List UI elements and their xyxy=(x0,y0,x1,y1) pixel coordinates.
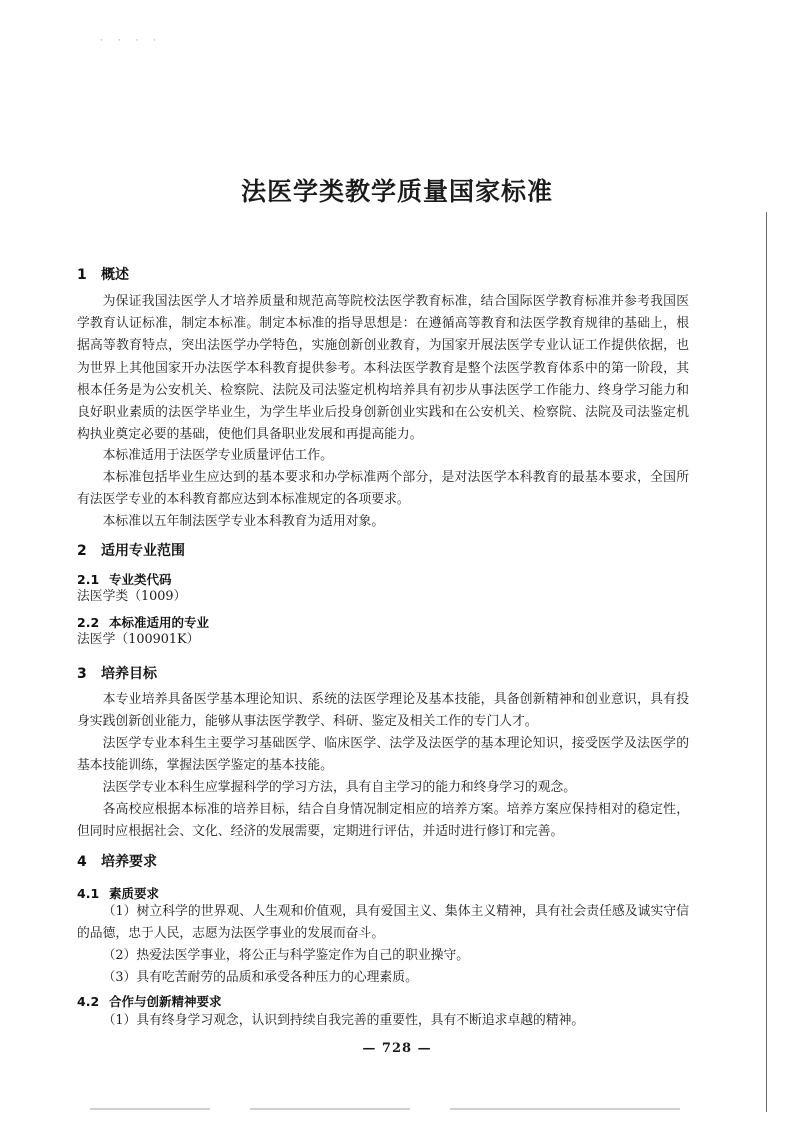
section-number: 4 xyxy=(77,854,87,870)
subsection-number: 2.1 xyxy=(77,572,100,587)
list-item: （2）热爱法医学事业，将公正与科学鉴定作为自己的职业操守。 xyxy=(102,948,470,963)
subsection-title: 合作与创新精神要求 xyxy=(109,994,222,1009)
paragraph: 本标准适用于法医学专业质量评估工作。 xyxy=(102,448,333,463)
subsection-title: 专业类代码 xyxy=(109,572,172,587)
list-item: （1）树立科学的世界观、人生观和价值观，具有爱国主义、集体主义精神，具有社会责任感及诚实守信的品德，忠于人民，志愿为法医学事业的发展而奋斗。 xyxy=(77,904,689,942)
subsection-title: 本标准适用的专业 xyxy=(109,615,210,630)
scan-artifact xyxy=(450,1108,680,1110)
section-title: 适用专业范围 xyxy=(101,543,185,559)
section-title: 培养要求 xyxy=(101,854,157,870)
page-number: — 728 — xyxy=(362,1041,432,1056)
section-number: 3 xyxy=(77,666,87,682)
section-heading-1 xyxy=(77,264,129,284)
list-item: （3）具有吃苦耐劳的品质和承受各种压力的心理素质。 xyxy=(102,970,418,985)
code-text: 法医学类（1009） xyxy=(77,589,187,604)
subsection-heading xyxy=(77,884,159,902)
paragraph: 本标准包括毕业生应达到的基本要求和办学标准两个部分，是对法医学本科教育的最基本要求，全国所有法医学专业的本科教育都应达到本标准规定的各项要求。 xyxy=(77,470,689,508)
section-number: 2 xyxy=(77,543,87,559)
subsection-number: 4.1 xyxy=(77,886,100,901)
subsection-title: 素质要求 xyxy=(109,886,160,901)
section-heading-2 xyxy=(77,540,185,560)
paragraph: 法医学专业本科生应掌握科学的学习方法，具有自主学习的能力和终身学习的观念。 xyxy=(102,780,577,795)
section-title: 培养目标 xyxy=(101,666,157,682)
scan-artifact xyxy=(90,1108,210,1110)
subsection-heading xyxy=(77,992,222,1010)
paragraph: 法医学专业本科生主要学习基础医学、临床医学、法学及法医学的基本理论知识，接受医学及法医学的基本技能训练，掌握法医学鉴定的基本技能。 xyxy=(77,736,689,774)
paragraph: 为保证我国法医学人才培养质量和规范高等院校法医学教育标准，结合国际医学教育标准并参考我国医学教育认证标准，制定本标准。制定本标准的指导思想是：在遵循高等教育和法医学教育规律的基础上，根据高等教育特点，突出法医学办学特色，实施创新创业教育，为国家开展法医学专业认证工作提供依据，也为世界上其他国家开办法医学本科教育提供参考。本科法医学教育是整个法医学教育体系中的第一阶段，其根本任务是为公安机关、检察院、法院及司法鉴定机构培养具有初步从事法医学工作能力、终身学习能力和良好职业素质的法医学毕业生，为学生毕业后投身创新创业实践和在公安机关、检察院、法院及司法鉴定机构执业奠定必要的基础，使他们具备职业发展和再提高能力。 xyxy=(77,294,689,443)
paragraph: 本标准以五年制法医学专业本科教育为适用对象。 xyxy=(102,514,385,529)
scan-artifact: · · · · xyxy=(100,36,163,46)
scan-artifact xyxy=(250,1108,410,1110)
subsection-number: 4.2 xyxy=(77,994,100,1009)
subsection-number: 2.2 xyxy=(77,615,100,630)
list-item: （1）具有终身学习观念，认识到持续自我完善的重要性，具有不断追求卓越的精神。 xyxy=(102,1013,585,1028)
code-text: 法医学（100901K） xyxy=(77,632,200,647)
page-title: 法医学类教学质量国家标准 xyxy=(240,177,553,206)
binding-rule xyxy=(766,212,767,1112)
paragraph: 各高校应根据本标准的培养目标，结合自身情况制定相应的培养方案。培养方案应保持相对的稳定性，但同时应根据社会、文化、经济的发展需要，定期进行评估，并适时进行修订和完善。 xyxy=(77,802,689,840)
section-title: 概述 xyxy=(101,267,129,283)
section-heading-3 xyxy=(77,663,157,683)
section-heading-4 xyxy=(77,851,157,871)
paragraph: 本专业培养具备医学基本理论知识、系统的法医学理论及基本技能，具备创新精神和创业意识，具有投身实践创新创业能力，能够从事法医学教学、科研、鉴定及相关工作的专门人才。 xyxy=(77,692,689,730)
section-number: 1 xyxy=(77,267,87,283)
